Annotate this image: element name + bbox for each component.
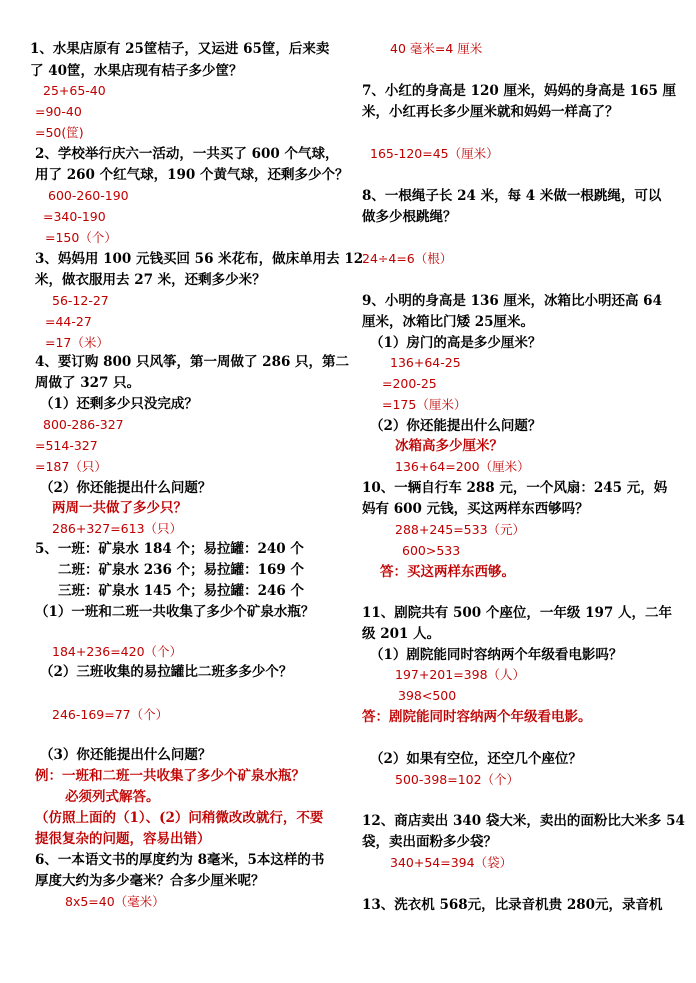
answer-line: 800-286-327 — [43, 417, 124, 432]
answer-line: 500-398=102（个） — [395, 772, 520, 787]
answer-line: 398<500 — [398, 688, 457, 703]
question-line: （1）一班和二班一共收集了多少个矿泉水瓶？ — [35, 604, 315, 620]
answer-line: 8x5=40（毫米） — [65, 894, 165, 909]
answer-line: =187（只） — [35, 459, 107, 474]
answer-line: 答：剧院能同时容纳两个年级看电影。 — [362, 709, 592, 725]
answer-line: =175（厘米） — [382, 397, 467, 412]
question-line: 三班：矿泉水 145 个；易拉罐：246 个 — [58, 583, 304, 599]
question-line: 3、妈妈用 100 元钱买回 56 米花布，做床单用去 12 — [35, 251, 364, 267]
answer-line: 例：一班和二班一共收集了多少个矿泉水瓶？ — [35, 768, 305, 784]
answer-line: （仿照上面的（1）、(2）问稍微改改就行，不要 — [35, 810, 324, 826]
answer-line: =200-25 — [382, 376, 437, 391]
question-line: 周做了 327 只。 — [35, 375, 141, 391]
answer-line: 冰箱高多少厘米？ — [395, 438, 503, 454]
question-line: 6、一本语文书的厚度约为 8毫米，5本这样的书 — [35, 852, 325, 868]
answer-line: 136+64=200（厘米） — [395, 459, 530, 474]
answer-line: =514-327 — [35, 438, 98, 453]
answer-line: =150（个） — [45, 230, 117, 245]
question-line: 妈有 600 元钱，买这两样东西够吗？ — [362, 501, 589, 517]
question-line: 12、商店卖出 340 袋大米，卖出的面粉比大米多 54 — [362, 813, 685, 829]
question-line: （2）你还能提出什么问题？ — [370, 418, 542, 434]
question-line: 厘米，冰箱比门矮 25厘米。 — [362, 314, 534, 330]
answer-line: 两周一共做了多少只？ — [52, 500, 187, 516]
answer-line: 答：买这两样东西够。 — [380, 564, 515, 580]
answer-line: =44-27 — [45, 314, 92, 329]
answer-line: 56-12-27 — [52, 293, 109, 308]
answer-line: 600>533 — [402, 543, 461, 558]
question-line: 了 40筐，水果店现有桔子多少筐？ — [30, 63, 243, 79]
question-line: （2）如果有空位，还空几个座位？ — [370, 751, 582, 767]
question-line: 9、小明的身高是 136 厘米，冰箱比小明还高 64 — [362, 293, 662, 309]
question-line: 级 201 人。 — [362, 626, 441, 642]
question-line: （2）三班收集的易拉罐比二班多多少个？ — [40, 664, 293, 680]
question-line: 做多少根跳绳？ — [362, 209, 457, 225]
question-line: 1、水果店原有 25筐桔子，又运进 65筐，后来卖 — [30, 41, 330, 57]
answer-line: 184+236=420（个） — [52, 644, 183, 659]
question-line: （3）你还能提出什么问题？ — [40, 747, 212, 763]
question-line: 10、一辆自行车 288 元，一个风扇：245 元，妈 — [362, 480, 668, 496]
answer-line: 25+65-40 — [43, 83, 106, 98]
answer-line: 136+64-25 — [390, 355, 461, 370]
question-line: 米，小红再长多少厘米就和妈妈一样高了？ — [362, 104, 619, 120]
question-line: 用了 260 个红气球，190 个黄气球，还剩多少个？ — [35, 167, 349, 183]
question-line: 11、剧院共有 500 个座位，一年级 197 人，二年 — [362, 605, 672, 621]
answer-line: =50(筐) — [35, 125, 84, 140]
question-line: 2、学校举行庆六一活动，一共买了 600 个气球， — [35, 146, 339, 162]
question-line: 米，做衣服用去 27 米，还剩多少米？ — [35, 272, 266, 288]
question-line: 厚度大约为多少毫米？合多少厘米呢？ — [35, 873, 265, 889]
question-line: 5、一班：矿泉水 184 个；易拉罐：240 个 — [35, 541, 304, 557]
question-line: （1）剧院能同时容纳两个年级看电影吗？ — [370, 647, 623, 663]
answer-line: 165-120=45（厘米） — [370, 146, 499, 161]
question-line: （2）你还能提出什么问题？ — [40, 480, 212, 496]
question-line: 袋，卖出面粉多少袋？ — [362, 834, 497, 850]
question-line: 13、洗衣机 568元，比录音机贵 280元，录音机 — [362, 897, 663, 913]
answer-line: 246-169=77（个） — [52, 707, 169, 722]
answer-line: 286+327=613（只） — [52, 521, 183, 536]
question-line: 4、要订购 800 只风筝，第一周做了 286 只，第二 — [35, 354, 350, 370]
answer-line: 必须列式解答。 — [65, 789, 160, 805]
answer-line: 600-260-190 — [48, 188, 129, 203]
question-line: 8、一根绳子长 24 米，每 4 米做一根跳绳，可以 — [362, 188, 662, 204]
answer-line: =340-190 — [43, 209, 106, 224]
question-line: 二班：矿泉水 236 个；易拉罐：169 个 — [58, 562, 304, 578]
answer-line: =90-40 — [35, 104, 82, 119]
answer-line: =17（米） — [45, 335, 109, 350]
answer-line: 提很复杂的问题，容易出错） — [35, 831, 211, 847]
question-line: （1）还剩多少只没完成？ — [40, 396, 198, 412]
question-line: 7、小红的身高是 120 厘米，妈妈的身高是 165 厘 — [362, 83, 677, 99]
answer-line: 197+201=398（人） — [395, 667, 526, 682]
answer-line: 24÷4=6（根） — [362, 251, 453, 266]
answer-line: 288+245=533（元） — [395, 522, 526, 537]
question-line: （1）房门的高是多少厘米？ — [370, 335, 542, 351]
answer-line: 40 毫米=4 厘米 — [390, 41, 483, 56]
answer-line: 340+54=394（袋） — [390, 855, 513, 870]
